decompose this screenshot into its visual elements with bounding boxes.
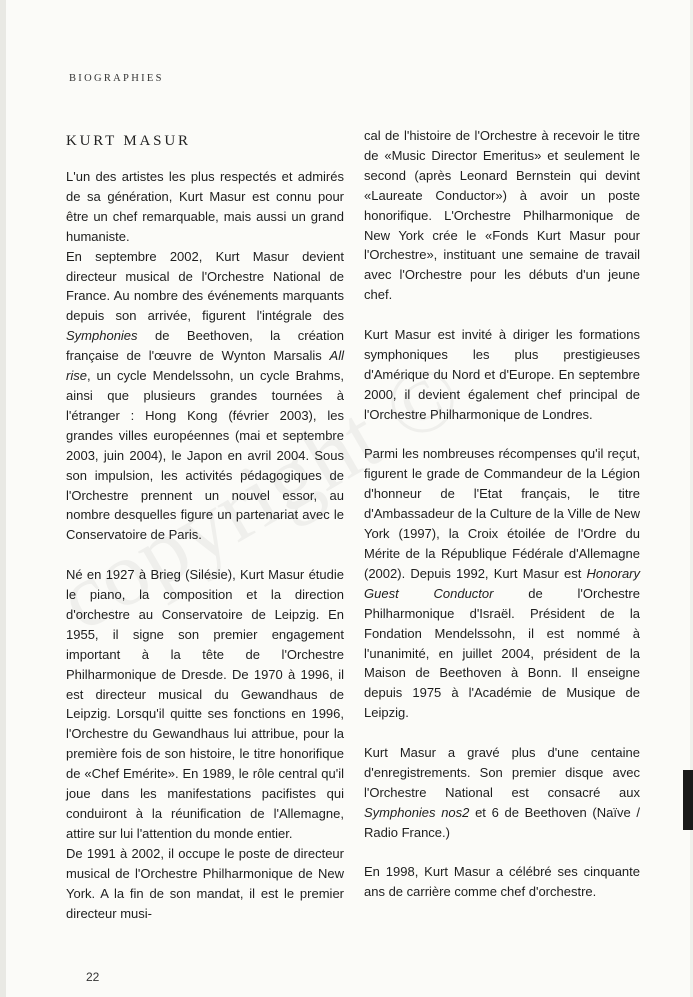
text-run: Parmi les nombreuses récompenses qu'il reçut, figurent le grade de Commandeur de la Légion d'honneur de l'Etat français, le titre d'Ambassadeur de la Culture de la Ville de New York (1997), la Croix étoilée de l'Ordre du Mérite de la République Fédérale d'Allemagne (2002). Depuis 1992, Kurt Masur est <box>364 446 640 581</box>
paragraph <box>364 743 640 843</box>
page-number: 22 <box>86 970 100 984</box>
text-run: Kurt Masur est invité à diriger les formations symphoniques les plus prestigieuses d'Amérique du Nord et d'Europe. En septembre 2000, il devient également chef principal de l'Orchestre Philharmonique de Londres. <box>364 327 640 422</box>
italic-text: Honorary Guest Conductor <box>364 565 640 601</box>
italic-text: Symphonies nos2 <box>364 804 470 820</box>
text-run: Né en 1927 à Brieg (Silésie), Kurt Masur étudie le piano, la composition et la direction d'orchestre au Conservatoire de Leipzig. En 1955, il signe son premier engagement important à la tête de l'Orchestre Philharmonique de Dresde. De 1970 à 1996, il est directeur musical du Gewandhaus de Leipzig. Lorsqu'il quitte ses fonctions en 1996, l'Orchestre du Gewandhaus lui attribue, pour la première fois de son histoire, le titre honorifique de «Chef Emérite». En 1989, le rôle central qu'il joue dans les manifestations pacifistes qui conduiront à la réunification de l'Allemagne, attire sur lui l'attention du monde entier. <box>66 567 344 841</box>
paragraph <box>364 126 640 305</box>
text-run: de Beethoven, la création française de l'œuvre de Wynton Marsalis <box>66 328 344 364</box>
paragraph <box>66 247 344 546</box>
text-run: En septembre 2002, Kurt Masur devient directeur musical de l'Orchestre National de France. Au nombre des événements marquants depuis son arrivée, figurent l'intégrale des <box>66 248 344 324</box>
scan-edge-mark <box>683 770 693 830</box>
italic-text: Symphonies <box>66 328 138 344</box>
text-run: De 1991 à 2002, il occupe le poste de directeur musical de l'Orchestre Philharmonique de New York. A la fin de son mandat, il est le premier directeur musi- <box>66 845 344 921</box>
text-run: cal de l'histoire de l'Orchestre à recevoir le titre de «Music Director Emeritus» et seulement le second (après Leonard Bernstein qui devint «Laureate Conductor») à avoir un poste honorifique. L'Orchestre Philharmonique de New York crée le «Fonds Kurt Masur pour l'Orchestre», instituant une semaine de travail avec l'Orchestre pour les débuts d'un jeune chef. <box>364 128 640 303</box>
text-run: , un cycle Mendelssohn, un cycle Brahms, ainsi que plusieurs grandes tournées à l'étranger : Hong Kong (février 2003), les grandes villes européennes (mai et septembre 2003, juin 2004), le Japon en avril 2004. Sous son impulsion, les activités pédagogiques de l'Orchestre prennent un nouvel essor, au nombre desquelles figure un partenariat avec le Conservatoire de Paris. <box>66 368 344 543</box>
paragraph <box>364 444 640 723</box>
paragraph <box>364 862 640 902</box>
text-run: En 1998, Kurt Masur a célébré ses cinquante ans de carrière comme chef d'orchestre. <box>364 864 640 900</box>
paragraph <box>66 565 344 844</box>
text-run: de l'Orchestre Philharmonique d'Israël. Président de la Fondation Mendelssohn, il est nommé à l'unanimité, en juillet 2004, président de la Maison de Beethoven à Bonn. Il enseigne depuis 1975 à l'Académie de Musique de Leipzig. <box>364 585 640 721</box>
text-run: Kurt Masur a gravé plus d'une centaine d'enregistrements. Son premier disque avec l'Orchestre National est consacré aux <box>364 745 640 800</box>
paragraph <box>66 844 344 924</box>
page-title: KURT MASUR <box>66 133 191 149</box>
text-run: L'un des artistes les plus respectés et admirés de sa génération, Kurt Masur est connu pour être un chef remarquable, mais aussi un grand humaniste. <box>66 169 344 244</box>
paragraph <box>66 167 344 247</box>
paragraph <box>364 325 640 425</box>
page-edge <box>0 0 6 997</box>
left-column <box>66 167 344 923</box>
italic-text: All rise <box>66 348 344 384</box>
running-head: BIOGRAPHIES <box>69 73 164 84</box>
right-column <box>364 126 640 902</box>
text-run: et 6 de Beethoven (Naïve / Radio France.) <box>364 804 640 840</box>
